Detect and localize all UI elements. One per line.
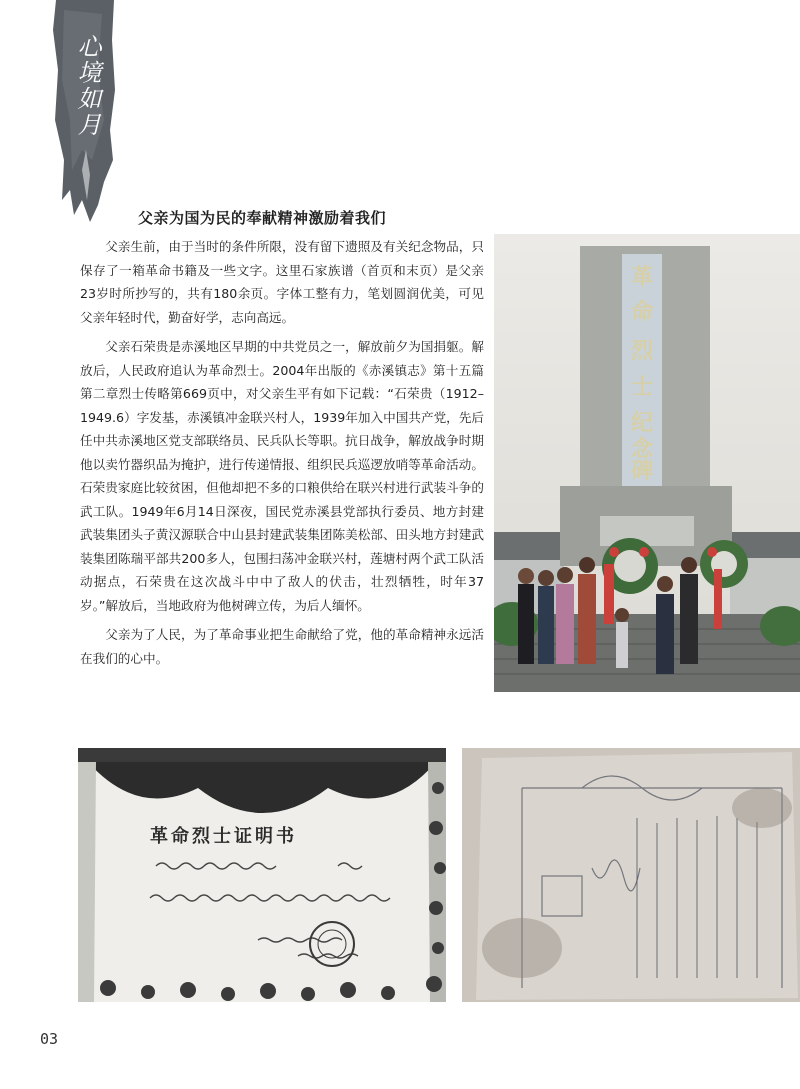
svg-text:碑: 碑 (630, 458, 654, 484)
monument-photo (494, 234, 800, 692)
article-body (80, 235, 484, 676)
section-tag: 心境如月 (73, 34, 101, 138)
svg-text:士: 士 (630, 374, 654, 400)
family-genealogy-photo (462, 748, 800, 1002)
page-number: 03 (40, 1030, 59, 1048)
martyr-certificate-photo (78, 748, 446, 1002)
svg-text:命: 命 (630, 299, 654, 325)
paragraph: 父亲生前，由于当时的条件所限，没有留下遗照及有关纪念物品，只保存了一箱革命书籍及一些文字。这里石家族谱（首页和末页）是父亲23岁时所抄写的，共有180余页。字体工整有力，笔划圆润优美，可见父亲年轻时代，勤奋好学，志向高远。 (80, 239, 484, 325)
paragraph: 父亲为了人民，为了革命事业把生命献给了党，他的革命精神永远活在我们的心中。 (80, 627, 484, 666)
certificate-title: 革命烈士证明书 (150, 826, 297, 847)
svg-text:烈: 烈 (630, 338, 654, 364)
paragraph: 父亲石荣贵是赤溪地区早期的中共党员之一，解放前夕为国捐躯。解放后，人民政府追认为革命烈士。2004年出版的《赤溪镇志》第十五篇第二章烈士传略第669页中，对父亲生平有如下记载：“石荣贵（1912–1949.6）字发基，赤溪镇冲金联兴村人，1939年加入中国共产党，先后任中共赤溪地区党支部联络员、民兵队长等职。抗日战争，解放战争时期他以卖竹器织品为掩护，进行传递情报、组织民兵巡逻放哨等革命活动。石荣贵家庭比较贫困，但他却把不多的口粮供给在联兴村进行武装斗争的武工队。1949年6月14日深夜，国民党赤溪县党部执行委员、地方封建武装集团头子黄汉源联合中山县封建武装集团陈美松部、田头地方封建武装集团陈瑞平部共200多人，包围扫荡冲金联兴村，莲塘村两个武工队活动据点，石荣贵在这次战斗中中了敌人的伏击，壮烈牺牲，时年37岁。”解放后，当地政府为他树碑立传，为后人缅怀。 (80, 339, 484, 613)
svg-text:纪: 纪 (630, 410, 654, 436)
svg-text:革: 革 (630, 264, 654, 290)
svg-text:念: 念 (630, 436, 654, 462)
article-title: 父亲为国为民的奉献精神激励着我们 (138, 209, 387, 227)
